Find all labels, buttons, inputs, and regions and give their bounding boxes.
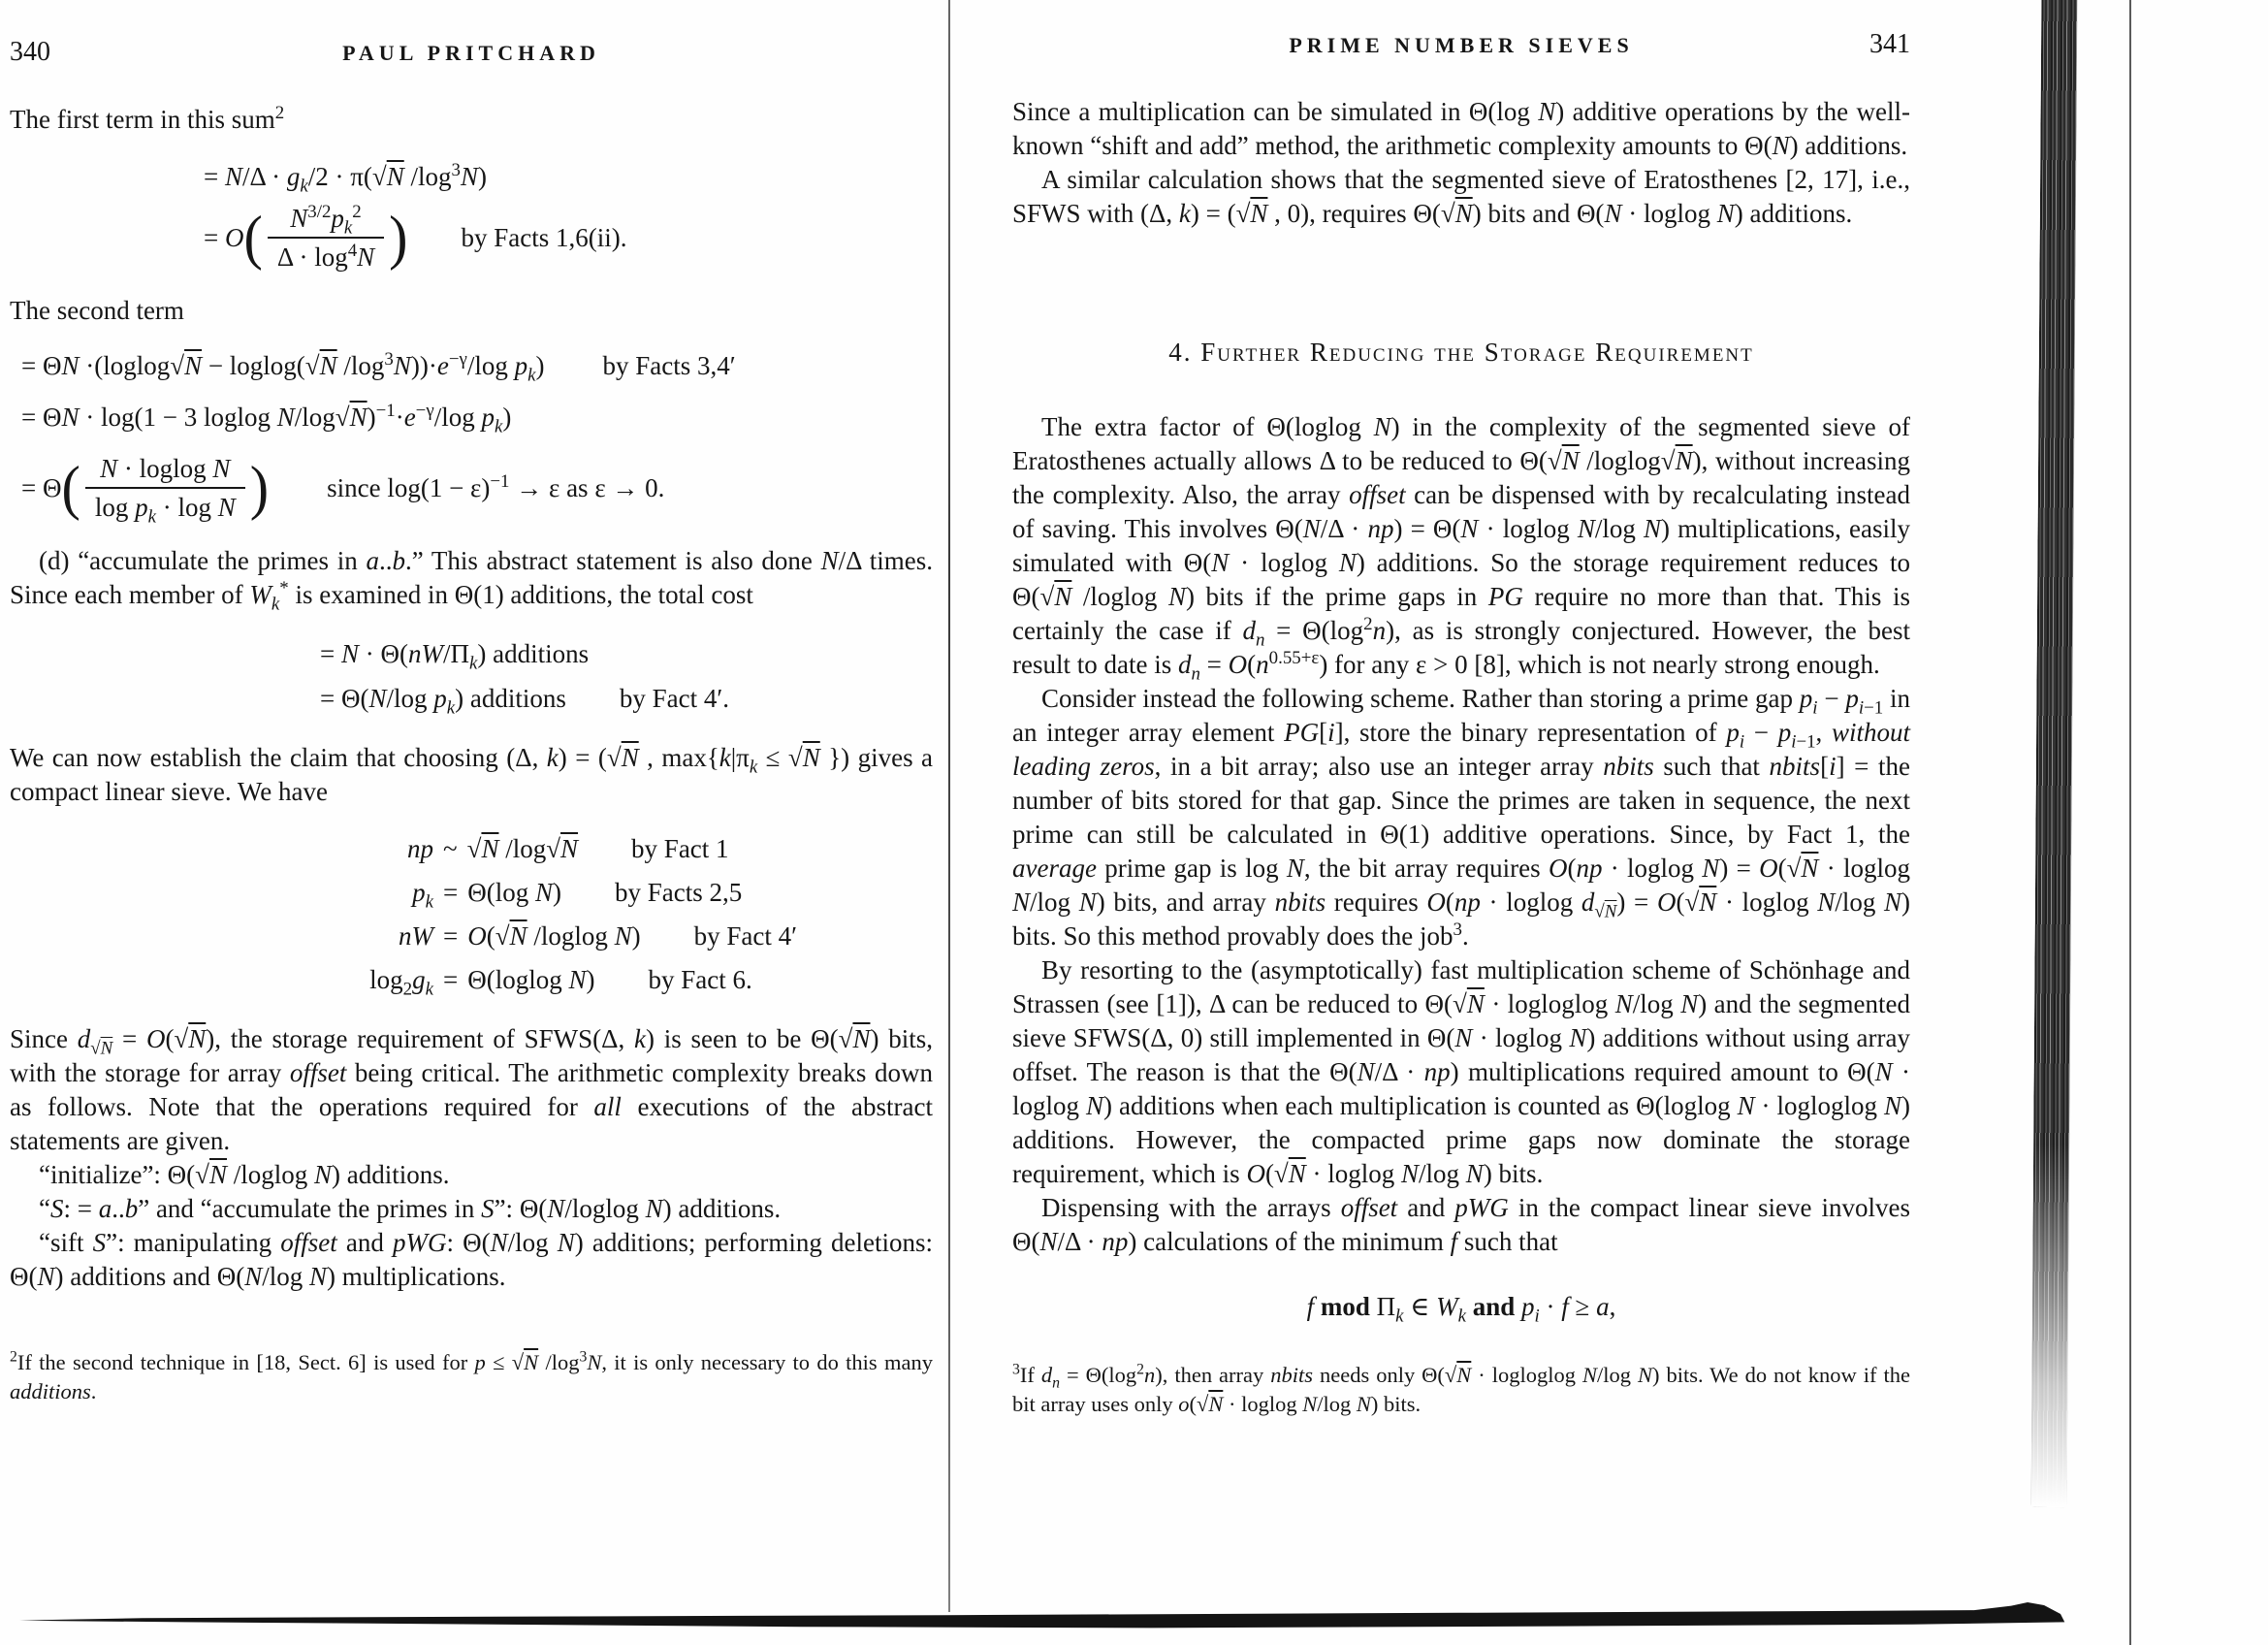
equation-rhs: Θ(loglog N) [467,965,595,994]
fraction [268,204,384,273]
fraction-denominator: $\log p_k \cdot \log N$ [94,493,236,528]
paragraph-accumulate-cost: “S: = a..b” and “accumulate the primes in S”: Θ(N/loglog N) additions. [39,1194,782,1223]
equation-text: = ΘN ·(loglog√N − loglog(√N $/\log^3N))\cdot e^{-\gamma}/\log$ $p_k$) [21,349,545,386]
left-running-head: PAUL PRITCHARD [342,41,600,65]
open-paren: ( [61,453,80,523]
equation-rhs: √N /log√N [466,834,579,863]
paragraph-initialize-cost: “initialize”: Θ(√N /loglog N) additions. [39,1160,450,1189]
left-page [10,37,933,1406]
paragraph-second-term-label: The second term [10,296,184,325]
equation-row [325,921,933,952]
equation-justification: by Fact 4′. [619,684,730,713]
equation-row [325,878,933,913]
equation-block-second-term [21,349,933,528]
scan-bottom-bar [19,1602,2077,1631]
equation-rhs: Θ(log N) [467,878,561,907]
scan-edge-band [2031,0,2078,1507]
equation-operator: = [443,921,459,951]
paragraph-schonhage-strassen: By resorting to the (asymptotically) fast multiplication scheme of Schönhage and Strassen (see [1]), Δ can be reduced to Θ(√N · logloglog N/log N) and the segmented sieve SFWS(Δ, 0) still implemented in Θ(N · loglog N) additions without using array offset. The reason is that the Θ(N/Δ · np) multiplications required amount to Θ(N · loglog N) additions when each multiplication is counted as Θ(loglog N · logloglog N) additions. However, the compacted prime gaps now dominate the storage requirement, which is O(√N · loglog N/log N) bits. [1012,955,1910,1188]
equation-line [204,204,933,273]
equation-justification: by Facts 2,5 [615,878,743,907]
equation-operator: = [443,878,459,907]
paragraph-segmented-sieve: A similar calculation shows that the segmented sieve of Eratosthenes [2, 17], i.e., SFWS with (Δ, k) = (√N , 0), requires Θ(√N) bits and Θ(N · loglog N) additions. [1012,165,1910,228]
equation-justification: by Fact 1 [631,834,729,863]
paragraph-extra-factor: The extra factor of Θ(loglog N) in the complexity of the segmented sieve of Eratosthenes actually allows Δ to be reduced to Θ(√N /loglog√N), without increasing the complexity. Also, the array offset can be dispensed with by recalculating instead of saving. This involves Θ(N/Δ · np) = Θ(N · loglog N/log N) multiplications, easily simulated with Θ(N · loglog N) additions. So the storage requirement reduces to Θ(√N /loglog N) bits if the prime gaps in PG require no more than that. This is certainly the case if $d_n = \Theta(\log^2n)$, as is strongly conjectured. However, the best result to date is $d_n = O(n^{0.55+\varepsilon})$ for any ε > 0 [8], which is not nearly strong enough. [1012,412,1911,685]
paragraph-prime-gap-scheme: Consider instead the following scheme. Rather than storing a prime gap $p_i - p_{i-1}$ in an integer array element PG[i], store the binary representation of $p_i - p_{i-1}$, without leading zeros, in a bit array; also use an integer array nbits such that nbits[i] = the number of bits stored for that gap. Since the primes are taken in sequence, the next prime can still be calculated in Θ(1) additive operations. Since, by Fact 1, the average prime gap is log N, the bit array requires O(np · loglog N) = O(√N · loglog N/log N) bits, and array nbits requires O(np · loglog $d_{√N}) = O(√N \cdot loglog$ N/log N) bits. So this method provably does the job$^3$. [1012,684,1910,951]
equation-block-first-term [204,162,933,273]
equation-line: = $N \cdot \Theta(nW/\Pi_k)$ additions [320,639,590,674]
right-running-head: PRIME NUMBER SIEVES [1289,33,1634,57]
footnote-2: $^2$If the second technique in [18, Sect. 6] is used for p ≤ √N $/\log^3N$, it is only necessary to do this many additions. [10,1348,933,1403]
equation-lhs: $\log_2g_k$ [369,965,433,1000]
equation-operator: = [443,965,459,994]
paragraph-storage-requirement: Since $d_{√N} = O(√N)$, the storage requirement of SFWS(Δ, k) is seen to be Θ(√N) bits, with the storage for array offset being critical. The arithmetic complexity breaks down as follows. Note that the operations required for all executions of the abstract statements are given. [10,1024,934,1155]
equation-block-fact-list [325,834,933,1000]
equation-line: = $N/\Delta \cdot g_k/2 \cdot \pi(√N$ $/\log^3N$) [204,160,487,197]
equation-rhs: O(√N /loglog N) [467,921,641,951]
equation-lhs: $p_k$ [412,878,433,913]
equation-line: = ΘN · log(1 − 3 loglog $N/\log√N)^{-1}\cdot e^{-\gamma}/\log$ $p_k$) [21,401,512,437]
paragraph-sift-cost: “sift S”: manipulating offset and pWG: Θ(N/log N) additions; performing deletions: Θ(N) additions and Θ(N/log N) multiplications. [10,1228,933,1291]
equation-justification: since $\log(1 - \varepsilon)^{-1} \to \varepsilon$ as ε → 0. [327,471,665,502]
paragraph-compact-linear-claim: We can now establish the claim that choosing (Δ, k) = (√N , $\max\{k|\pi_k \le √N$ }) gives a compact linear sieve. We have [10,743,934,806]
equation-lhs: np [407,834,433,863]
scan-edge-line [2129,0,2131,1645]
open-paren: ( [243,203,263,273]
close-paren: ) [249,453,270,523]
footnote-3: $^3$If $d_n = \Theta(\log^2n)$, then array nbits needs only Θ(√N · logloglog N/log N) bits. We do not know if the bit array uses only o(√N · loglog N/log N) bits. [1012,1361,1910,1416]
equation-row [325,834,933,864]
left-page-number: 340 [10,37,50,67]
equation-row [325,965,933,1000]
equation-justification: by Facts 3,4′ [602,351,736,380]
section-heading-4: 4. Further Reducing the Storage Requirement [1168,338,1754,367]
equation-prefix: = Θ [21,473,62,502]
right-page [1012,29,1910,1419]
right-page-number: 341 [1869,29,1910,59]
fraction-numerator: $N^{3/2}p_k^2$ [268,204,384,239]
equation-operator: ~ [443,834,458,863]
equation-justification: by Fact 4′ [693,921,797,951]
fraction-denominator: $\Delta \cdot \log^4N$ [276,241,375,272]
equation-justification: by Fact 6. [648,965,752,994]
page-binding-line [948,0,950,1612]
paragraph-first-term-intro: The first term in this sum$^2$ [10,103,285,134]
paragraph-shift-and-add: Since a multiplication can be simulated in Θ(log N) additive operations by the well-known “shift and add” method, the arithmetic complexity amounts to Θ(N) additions. [1012,97,1911,160]
equation-fmod: f mod $\Pi_k$ ∈ $W_k$ and $p_i \cdot f \ge a$, [1306,1292,1616,1327]
equation-text: = Θ(N/log $p_k$) additions [320,684,566,719]
equation-line [320,684,933,719]
equation-prefix: = O [204,223,244,252]
paragraph-dispensing-arrays: Dispensing with the arrays offset and pWG in the compact linear sieve involves Θ(N/Δ · np) calculations of the minimum f such that [1012,1193,1911,1256]
paragraph-accumulate-primes: (d) “accumulate the primes in a..b.” This abstract statement is also done N/Δ times. Since each member of $W_k^*$ is examined in Θ(1) additions, the total cost [10,546,933,615]
close-paren: ) [389,203,408,273]
fraction [85,454,245,528]
equation-lhs: nW [399,921,433,951]
equation-line [21,349,933,386]
equation-justification: by Facts 1,6(ii). [461,223,627,252]
equation-block-total-cost [320,639,933,719]
left-page-header [10,37,933,68]
fraction-numerator: N · loglog N [85,454,245,489]
right-page-header [1012,29,1910,60]
equation-line [21,453,933,528]
